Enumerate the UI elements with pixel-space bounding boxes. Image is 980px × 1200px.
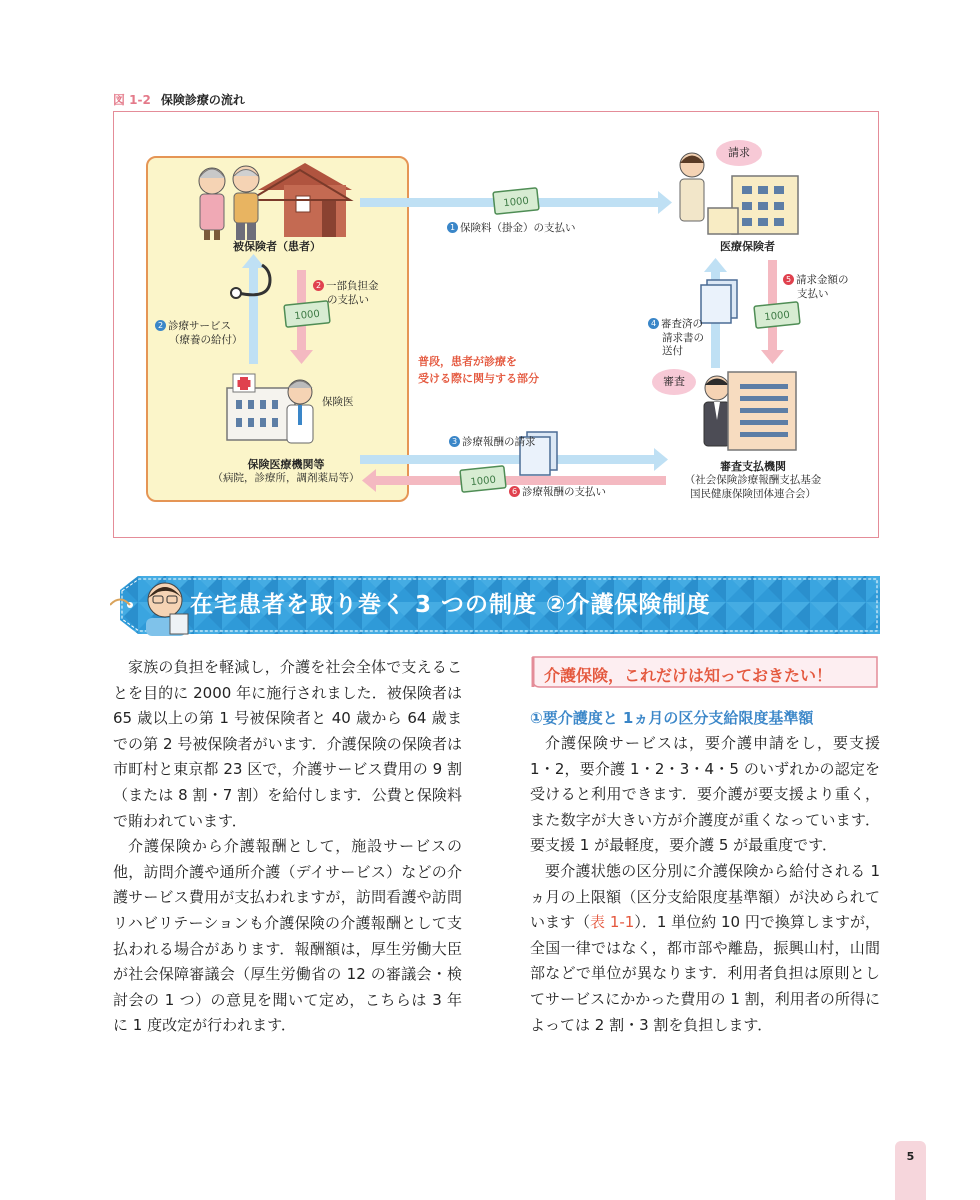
flow-1-number: 1: [447, 222, 458, 233]
money-amount-2: 1000: [293, 308, 321, 323]
review-organization-name: 審査支払機関: [720, 460, 786, 473]
money-amount-1: 1000: [502, 195, 530, 210]
review-organization-sub2: 国民健康保険団体連合会）: [690, 487, 816, 500]
right-paragraph-2-b: ）．1 単位約 10 円で換算しますが，全国一律ではなく，都市部や離島，振興山村，山間部などで単位が異なります．利用者負担は原則としてサービスにかかった費用の 1 割，利用者の所得によっては 2 割・3 割を負担します．: [530, 913, 880, 1034]
right-paragraph-1: 介護保険サービスは，要介護申請をし，要支援 1・2，要介護 1・2・3・4・5 のいずれかの認定を受けると利用できます．要介護が要支援より重く，また数字が大きい方が介護度が重くなっています．要支援 1 が最軽度，要介護 5 が最重度です．: [530, 734, 880, 855]
flow-6-text: 診療報酬の支払い: [522, 486, 606, 498]
money-bill-icon: [493, 188, 539, 214]
left-column: [113, 655, 462, 1039]
money-bill-icon: [754, 302, 800, 328]
review-organization-sub1: （社会保険診療報酬支払基金: [684, 474, 822, 486]
house-icon: [250, 163, 352, 237]
flow-6-number: 6: [509, 486, 520, 497]
patient-zone-note-line1: 普段，患者が診療を: [418, 355, 517, 368]
medical-institution-name: 保険医療機関等: [247, 458, 325, 471]
patient-zone-note: [418, 353, 539, 387]
insured-label: 被保険者（患者）: [233, 240, 321, 253]
flow-4-line1: 審査済の: [661, 318, 703, 330]
flow-1-label: [447, 222, 576, 236]
flow-5-label: [783, 274, 849, 301]
flow-2-number: 2: [313, 280, 324, 291]
elderly-man-icon: [233, 166, 259, 240]
patient-zone-note-line2: 受ける際に関与する部分: [418, 372, 539, 386]
table-reference-link[interactable]: 表 1-1: [590, 913, 635, 932]
flow-4-number: 4: [648, 318, 659, 329]
medical-institution-sub: （病院，診療所，調剤薬局等）: [212, 472, 360, 484]
arrow-medical-service: [242, 254, 265, 364]
flow-2b-number: 2: [155, 320, 166, 331]
flow-3-text: 診療報酬の請求: [462, 436, 536, 448]
medical-institution-label: [196, 456, 376, 486]
left-paragraph-2: 介護保険から介護報酬として，施設サービスの他，訪問介護や通所介護（デイサービス）などの介護サービス費用が支払われますが，訪問看護や訪問リハビリテーションも介護保険の介護報酬として支払われる場合があります．報酬額は，厚生労働大臣が社会保障審議会（厚生労働省の 12 の審議会・検討会の 1 つ）の意見を聞いて定め，こちらは 3 年に 1 度改定が行われます．: [113, 837, 462, 1035]
review-building-icon: [728, 372, 796, 450]
flow-3-label: [449, 436, 536, 450]
flow-2b-line1: 診療サービス: [168, 320, 231, 332]
money-amount-3: 1000: [763, 309, 791, 324]
doctor-label: 保険医: [322, 396, 354, 408]
review-bubble: 審査: [652, 369, 696, 395]
flow-1-text: 保険料（掛金）の支払い: [460, 222, 576, 234]
money-amount-4: 1000: [470, 474, 497, 489]
insurer-building-icon: [708, 176, 798, 234]
flow-6-label: [509, 486, 606, 500]
insurer-label: 医療保険者: [720, 240, 775, 253]
flow-4-label: [648, 318, 704, 359]
flow-4-line3: 送付: [662, 345, 683, 358]
flow-5-number: 5: [783, 274, 794, 285]
figure-title: 保険診療の流れ: [160, 93, 245, 107]
flow-4-line2: 請求書の: [662, 331, 704, 344]
arrow-fee-claim: [360, 448, 668, 471]
right-paragraph-2: [530, 859, 880, 1038]
flow-2-line2: の支払い: [327, 293, 369, 306]
section-title: 在宅患者を取り巻く 3 つの制度 ②介護保険制度: [190, 592, 711, 618]
sidebar-subheading: ①要介護度と 1ヵ月の区分支給限度基準額: [530, 709, 814, 727]
document-folder-icon: [701, 280, 737, 323]
insurer-staff-icon: [680, 153, 704, 221]
hospital-building-icon: [227, 374, 295, 440]
left-paragraph-1: 家族の負担を軽減し，介護を社会全体で支えることを目的に 2000 年に施行されました．被保険者は 65 歳以上の第 1 号被保険者と 40 歳から 64 歳までの第 2 号被保険者がいます．介護保険の保険者は市町村と東京都 23 区で，介護サービス費用の 9 割（または 8 割・7 割）を給付します．公費と保険料で賄われています．: [113, 658, 462, 830]
flow-3-number: 3: [449, 436, 460, 447]
figure-number: 図 1-2: [113, 93, 151, 107]
flow-2-label: [313, 280, 379, 307]
reviewer-icon: [704, 376, 730, 446]
review-organization-label: [663, 458, 843, 501]
claim-bubble: 請求: [716, 140, 762, 166]
flow-2-line1: 一部負担金: [326, 280, 379, 292]
money-bill-icon: [460, 466, 506, 492]
sidebar-heading: 介護保険，これだけは知っておきたい！: [544, 666, 833, 685]
elderly-woman-icon: [199, 168, 225, 240]
flow-2b-label: [155, 320, 243, 347]
page-number: 5: [906, 1150, 915, 1163]
flow-5-line1: 請求金額の: [796, 274, 849, 286]
flow-2b-line2: （療養の給付）: [169, 333, 243, 346]
right-paragraph-2-a: 要介護状態の区分別に介護保険から給付される 1ヵ月の上限額（区分支給限度基準額）が決められています（: [530, 861, 880, 932]
flow-5-line2: 支払い: [797, 287, 829, 300]
right-column: [530, 706, 880, 1038]
doctor-icon: [287, 380, 313, 443]
